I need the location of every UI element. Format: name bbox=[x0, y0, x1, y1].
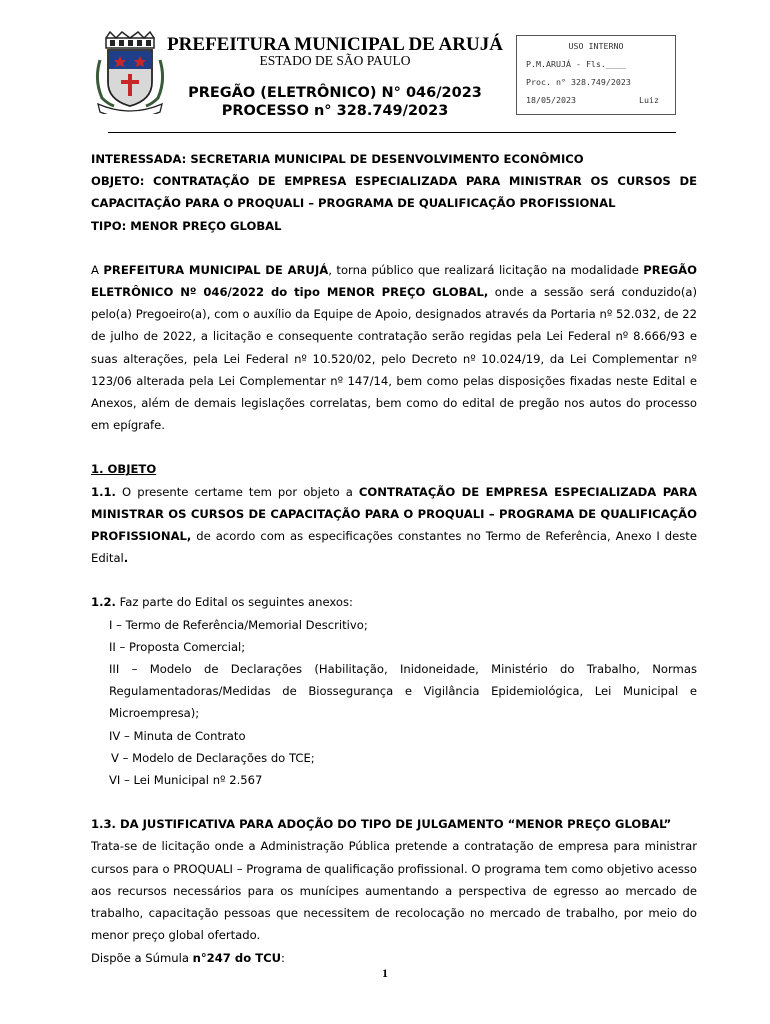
stamp-date-row bbox=[526, 95, 659, 105]
stamp-title: USO INTERNO bbox=[568, 41, 624, 51]
page-number: 1 bbox=[382, 966, 388, 980]
annex-item: II – Proposta Comercial; bbox=[109, 639, 246, 654]
pregao-heading bbox=[160, 84, 510, 120]
objeto-line-1: OBJETO: CONTRATAÇÃO DE EMPRESA ESPECIALIZADA PARA MINISTRAR OS CURSOS DE bbox=[91, 174, 697, 189]
org-title: PREFEITURA MUNICIPAL DE ARUJÁ bbox=[167, 34, 503, 55]
annex-item: VI – Lei Municipal nº 2.567 bbox=[109, 773, 263, 788]
annex-item: V – Modelo de Declarações do TCE; bbox=[111, 750, 315, 765]
annex-item: III – Modelo de Declarações (Habilitação, Inidoneidade, Ministério do Trabalho, Normas Regulamentadoras/Medidas de Biossegurança e Vigilância Epidemiológica, Lei Municipal e Microempresa); bbox=[109, 662, 697, 721]
stamp-initials: Luiz bbox=[639, 95, 659, 105]
process-number: PROCESSO n° 328.749/2023 bbox=[221, 103, 449, 119]
internal-use-stamp bbox=[516, 35, 676, 115]
document-body bbox=[91, 148, 697, 969]
pregao-number: PREGÃO (ELETRÔNICO) N° 046/2023 bbox=[188, 85, 482, 101]
justificativa-paragraph: Trata-se de licitação onde a Administração Pública pretende a contratação de empresa para ministrar cursos para o PROQUALI – Programa de qualificação profissional. O programa tem como objetivo acesso aos recursos necessários para os munícipes aumentando a perspectiva de egresso ao mercado de trabalho, capacitação pessoas que necessitem de recolocação no mercado de trabalho, por meio do menor preço global ofertado. bbox=[91, 839, 697, 943]
municipal-crest-logo bbox=[94, 30, 166, 114]
annex-item: IV – Minuta de Contrato bbox=[109, 728, 246, 743]
org-subtitle: ESTADO DE SÃO PAULO bbox=[259, 53, 411, 68]
interessada-line: INTERESSADA: SECRETARIA MUNICIPAL DE DESENVOLVIMENTO ECONÔMICO bbox=[91, 152, 584, 166]
annex-item: I – Termo de Referência/Memorial Descritivo; bbox=[109, 617, 368, 632]
section-1-heading: 1. OBJETO bbox=[91, 462, 157, 477]
tipo-line: TIPO: MENOR PREÇO GLOBAL bbox=[91, 218, 282, 233]
stamp-folio-line: P.M.ARUJÁ - Fls.____ bbox=[526, 59, 626, 69]
preamble-paragraph: A PREFEITURA MUNICIPAL DE ARUJÁ, torna público que realizará licitação na modalidade PREGÃO ELETRÔNICO Nº 046/2022 do tipo MENOR PREÇO GLOBAL, onde a sessão será conduzido(a) pelo(a) Pregoeiro(a), com o auxílio da Equipe de Apoio, designados através da Portaria nº 52.032, de 22 de julho de 2022, a licitação e consequente contratação serão regidas pela Lei Federal nº 8.666/93 e suas alterações, pela Lei Federal nº 10.520/02, pelo Decreto nº 10.024/19, da Lei Complementar nº 123/06 alterada pela Lei Complementar nº 147/14, bem como pelas disposições fixadas neste Edital e Anexos, além de demais legislações correlatas, bem como do edital de pregão nos autos do processo em epígrafe. bbox=[91, 262, 697, 433]
objeto-line-2: CAPACITAÇÃO PARA O PROQUALI – PROGRAMA DE QUALIFICAÇÃO PROFISSIONAL bbox=[91, 196, 616, 211]
item-1-1: 1.1. O presente certame tem por objeto a CONTRATAÇÃO DE EMPRESA ESPECIALIZADA PARA MINISTRAR OS CURSOS DE CAPACITAÇÃO PARA O PROQUALI – PROGRAMA DE QUALIFICAÇÃO PROFISSIONAL, de acordo com as especificações constantes no Termo de Referência, Anexo I deste Edital. bbox=[91, 484, 697, 566]
section-1-3-heading: 1.3. DA JUSTIFICATIVA PARA ADOÇÃO DO TIPO DE JULGAMENTO “MENOR PREÇO GLOBAL” bbox=[91, 817, 672, 832]
item-1-2: 1.2. Faz parte do Edital os seguintes anexos: bbox=[91, 595, 353, 610]
sumula-line: Dispõe a Súmula n°247 do TCU: bbox=[91, 950, 285, 965]
stamp-process-line: Proc. n° 328.749/2023 bbox=[526, 77, 631, 87]
annex-list bbox=[91, 614, 697, 792]
stamp-date: 18/05/2023 bbox=[526, 95, 576, 105]
header-divider bbox=[108, 132, 676, 133]
